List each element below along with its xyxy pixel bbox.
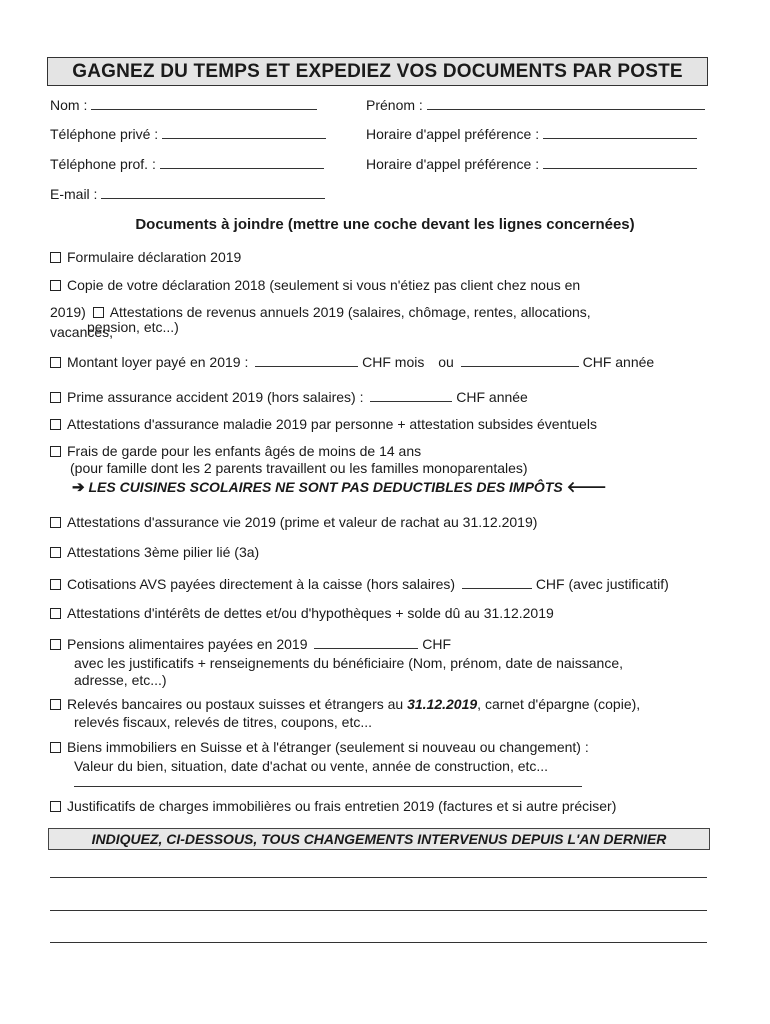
item-label: Biens immobiliers en Suisse et à l'étranger (seulement si nouveau ou changement) : <box>67 739 589 755</box>
item-label: Attestations d'assurance maladie 2019 par personne + attestation subsides éventuels <box>67 416 597 432</box>
item-maladie[interactable] <box>50 416 597 433</box>
releves-date: 31.12.2019 <box>407 696 478 712</box>
horaire1-label: Horaire d'appel préférence : <box>366 126 540 142</box>
email-label: E-mail : <box>50 186 98 202</box>
item-label: Attestations de revenus annuels 2019 (salaires, chômage, rentes, allocations, <box>109 304 591 320</box>
prenom-field[interactable] <box>366 97 705 114</box>
loyer-mois-label: CHF mois <box>362 354 425 370</box>
checkbox[interactable] <box>50 357 61 368</box>
loyer-annee-label: CHF année <box>582 354 655 370</box>
vacances-text: vacances, <box>50 324 114 340</box>
horaire2-label: Horaire d'appel préférence : <box>366 156 540 172</box>
loyer-mois-line[interactable] <box>255 354 358 367</box>
changes-heading: INDIQUEZ, CI-DESSOUS, TOUS CHANGEMENTS INTERVENUS DEPUIS L'AN DERNIER <box>48 828 710 850</box>
tel-prof-line[interactable] <box>160 156 324 169</box>
item-label: Frais de garde pour les enfants âgés de moins de 14 ans <box>67 443 422 459</box>
changes-line-1[interactable] <box>50 877 707 878</box>
pension-text: pension, etc...) <box>87 319 179 335</box>
checkbox[interactable] <box>50 547 61 558</box>
item-pensions[interactable] <box>50 636 451 653</box>
item-label: Copie de votre déclaration 2018 (seulement si vous n'étiez pas client chez nous en <box>67 277 581 293</box>
item-vie[interactable] <box>50 514 537 531</box>
email-line[interactable] <box>101 186 325 199</box>
prime-label: CHF année <box>456 389 528 405</box>
item-label: Prime assurance accident 2019 (hors salaires) : <box>67 389 364 405</box>
item-avs[interactable] <box>50 576 669 593</box>
changes-line-3[interactable] <box>50 942 707 943</box>
pensions-note: avec les justificatifs + renseignements du bénéficiaire (Nom, prénom, date de naissance, <box>74 655 624 671</box>
item-label: Attestations d'intérêts de dettes et/ou d'hypothèques + solde dû au 31.12.2019 <box>67 605 554 621</box>
item-label: Formulaire déclaration 2019 <box>67 249 242 265</box>
item-interets[interactable] <box>50 605 554 622</box>
item-label-cont: , carnet d'épargne (copie), <box>477 696 641 712</box>
pensions-note-2: adresse, etc...) <box>74 672 167 688</box>
item-label: Justificatifs de charges immobilières ou frais entretien 2019 (factures et si autre préciser) <box>67 798 617 814</box>
item-label: Attestations d'assurance vie 2019 (prime et valeur de rachat au 31.12.2019) <box>67 514 538 530</box>
horaire1-line[interactable] <box>543 126 697 139</box>
pensions-line[interactable] <box>314 636 418 649</box>
loyer-annee-line[interactable] <box>461 354 579 367</box>
tel-prof-label: Téléphone prof. : <box>50 156 156 172</box>
cuisines-text: LES CUISINES SCOLAIRES NE SONT PAS DEDUCTIBLES DES IMPÔTS <box>88 479 563 495</box>
item-copie[interactable] <box>50 277 580 294</box>
checkbox[interactable] <box>50 639 61 650</box>
tel-prive-field[interactable] <box>50 126 326 143</box>
item-loyer[interactable] <box>50 354 654 371</box>
loyer-ou-label: ou <box>438 354 454 370</box>
prime-line[interactable] <box>370 389 452 402</box>
checkbox[interactable] <box>50 742 61 753</box>
item-charges[interactable] <box>50 798 616 815</box>
item-biens[interactable] <box>50 739 589 756</box>
checkbox[interactable] <box>50 446 61 457</box>
arrow-left-icon: 🡐 <box>566 479 607 496</box>
item-pilier[interactable] <box>50 544 259 561</box>
checkbox[interactable] <box>50 801 61 812</box>
item-releves[interactable] <box>50 696 640 713</box>
checkbox[interactable] <box>50 419 61 430</box>
checkbox[interactable] <box>50 608 61 619</box>
email-field[interactable] <box>50 186 325 203</box>
garde-note: (pour famille dont les 2 parents travaillent ou les familles monoparentales) <box>70 460 528 476</box>
arrow-right-icon: ➔ <box>72 479 85 496</box>
checkbox[interactable] <box>50 699 61 710</box>
releves-note: relevés fiscaux, relevés de titres, coupons, etc... <box>74 714 373 730</box>
tel-prive-label: Téléphone privé : <box>50 126 159 142</box>
item-label: Relevés bancaires ou postaux suisses et étrangers au <box>67 696 404 712</box>
item-label: Cotisations AVS payées directement à la caisse (hors salaires) <box>67 576 456 592</box>
nom-field[interactable] <box>50 97 317 114</box>
avs-label: CHF (avec justificatif) <box>535 576 669 592</box>
horaire1-field[interactable] <box>366 126 697 143</box>
prenom-label: Prénom : <box>366 97 423 113</box>
prenom-line[interactable] <box>427 97 705 110</box>
page-title: GAGNEZ DU TEMPS ET EXPEDIEZ VOS DOCUMENTS PAR POSTE <box>47 57 708 86</box>
checkbox[interactable] <box>50 280 61 291</box>
horaire2-line[interactable] <box>543 156 697 169</box>
cuisines-warning <box>72 479 607 496</box>
nom-label: Nom : <box>50 97 88 113</box>
item-label-cont: 2019) <box>50 304 86 320</box>
biens-note: Valeur du bien, situation, date d'achat ou vente, année de construction, etc... <box>74 758 549 774</box>
item-label: Pensions alimentaires payées en 2019 <box>67 636 308 652</box>
pensions-label: CHF <box>422 636 452 652</box>
item-label: Montant loyer payé en 2019 : <box>67 354 249 370</box>
item-label: Attestations 3ème pilier lié (3a) <box>67 544 260 560</box>
horaire2-field[interactable] <box>366 156 697 173</box>
checkbox[interactable] <box>50 579 61 590</box>
changes-line-2[interactable] <box>50 910 707 911</box>
biens-line[interactable] <box>74 786 582 787</box>
item-garde[interactable] <box>50 443 421 460</box>
checkbox[interactable] <box>50 392 61 403</box>
tel-prof-field[interactable] <box>50 156 324 173</box>
documents-heading: Documents à joindre (mettre une coche devant les lignes concernées) <box>135 216 635 233</box>
nom-line[interactable] <box>91 97 317 110</box>
avs-line[interactable] <box>462 576 532 589</box>
tel-prive-line[interactable] <box>162 126 326 139</box>
checkbox[interactable] <box>50 517 61 528</box>
checkbox[interactable] <box>93 307 104 318</box>
item-formulaire[interactable] <box>50 249 241 266</box>
checkbox[interactable] <box>50 252 61 263</box>
item-prime[interactable] <box>50 389 528 406</box>
